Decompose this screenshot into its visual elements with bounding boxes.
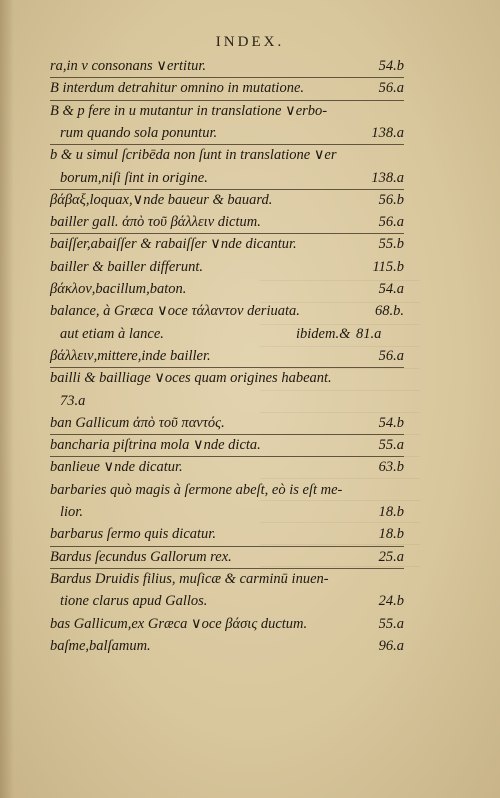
entry-text: B interdum detrahitur omnino in mutatione. <box>50 80 305 97</box>
index-entry <box>0 459 500 481</box>
entry-page-ref: 25.a <box>378 548 404 565</box>
entry-text: baſme,balſamum. <box>50 637 151 654</box>
index-entry <box>0 236 500 258</box>
entry-page-ref: 56.a <box>378 214 404 231</box>
entry-text: barbaries quò magis à ſermone abeſt, eò is eſt me- <box>50 481 343 498</box>
entry-page-ref: 115.b <box>372 258 404 275</box>
entry-page-ref: 55.b <box>378 236 404 253</box>
underline-rule <box>50 100 404 101</box>
entry-text: βάβαξ,loquax,∨nde baueur & bauard. <box>50 191 273 208</box>
entry-page-ref: 68.b. <box>375 303 404 320</box>
entry-page-ref: 54.b <box>378 414 404 431</box>
entry-text: balance, à Græca ∨oce τάλαντον deriuata. <box>50 303 300 320</box>
entry-text: aut etiam à lance. <box>60 325 164 342</box>
entry-page-ref: 96.a <box>378 637 404 654</box>
entry-cross-ref: ibidem.& <box>296 325 351 342</box>
underline-rule <box>50 144 404 145</box>
underline-rule <box>50 568 404 569</box>
entry-page-ref: 81.a <box>356 325 382 342</box>
entry-text: bailli & bailliage ∨oces quam origines habeant. <box>50 370 332 387</box>
entry-text: b & u simul ſcribēda non ſunt in translatione ∨er <box>50 147 337 164</box>
underline-rule <box>50 367 404 368</box>
underline-rule <box>50 77 404 78</box>
index-entry <box>0 504 500 526</box>
entry-page-ref: 63.b <box>378 459 404 476</box>
entry-text: borum,niſi ſint in origine. <box>60 169 208 186</box>
index-entry <box>0 192 500 214</box>
index-entry <box>0 393 500 415</box>
entry-page-ref: 55.a <box>378 437 404 454</box>
underline-rule <box>50 233 404 234</box>
entry-page-ref: 24.b <box>378 593 404 610</box>
entry-page-ref: 138.a <box>371 169 404 186</box>
entry-text: 73.a <box>60 392 86 409</box>
entry-text: bailler gall. ἀπὸ τοῦ βάλλειν dictum. <box>50 214 261 231</box>
entry-page-ref: 18.b <box>378 504 404 520</box>
index-entry <box>0 259 500 281</box>
index-entry <box>0 593 500 615</box>
index-entry <box>0 103 500 125</box>
entry-page-ref: 56.b <box>378 191 404 208</box>
index-entry <box>0 326 500 348</box>
entry-text: banlieue ∨nde dicatur. <box>50 459 183 476</box>
index-entry <box>0 147 500 169</box>
index-entry <box>0 370 500 392</box>
entry-text: βάλλειν,mittere,inde bailler. <box>50 347 211 364</box>
entry-page-ref: 56.a <box>378 347 404 364</box>
entry-page-ref: 56.a <box>378 80 404 97</box>
underline-rule <box>50 546 404 547</box>
running-head: INDEX. <box>215 34 285 50</box>
index-entry <box>0 638 500 660</box>
index-entry <box>0 616 500 638</box>
entry-page-ref: 54.a <box>378 281 404 297</box>
index-entry <box>0 303 500 325</box>
entry-text: bailler & bailler differunt. <box>50 258 204 275</box>
entry-text: baiſſer,abaiſſer & rabaiſſer ∨nde dicantur. <box>50 236 297 253</box>
entry-text: ban Gallicum ἀπὸ τοῦ παντός. <box>50 414 225 431</box>
entry-text: barbarus ſermo quis dicatur. <box>50 526 216 543</box>
entry-text: bancharia piſtrina mola ∨nde dicta. <box>50 437 261 454</box>
entry-text: rum quando sola ponuntur. <box>60 124 218 141</box>
entry-text: Bardus ſecundus Gallorum rex. <box>50 548 232 565</box>
entry-text: ra,in ν consonans ∨ertitur. <box>50 58 207 74</box>
entry-text: βάκλον,bacillum,baton. <box>50 281 187 297</box>
underline-rule <box>50 189 404 190</box>
entry-text: bas Gallicum,ex Græca ∨oce βάσις ductum. <box>50 615 308 632</box>
entry-page-ref: 55.a <box>378 615 404 632</box>
entry-page-ref: 138.a <box>371 124 404 141</box>
entry-text: tione clarus apud Gallos. <box>60 593 208 610</box>
index-entry <box>0 482 500 504</box>
entry-text: Bardus Druidis filius, muſicæ & carminū inuen- <box>50 570 329 587</box>
entry-page-ref: 54.b <box>378 58 404 74</box>
entry-text: lior. <box>60 504 83 520</box>
underline-rule <box>50 456 404 457</box>
index-entry <box>0 571 500 593</box>
entry-page-ref: 18.b <box>378 526 404 543</box>
entry-text: B & p fere in u mutantur in translatione ∨erbo- <box>50 102 328 119</box>
underline-rule <box>50 434 404 435</box>
index-entry <box>0 281 500 303</box>
